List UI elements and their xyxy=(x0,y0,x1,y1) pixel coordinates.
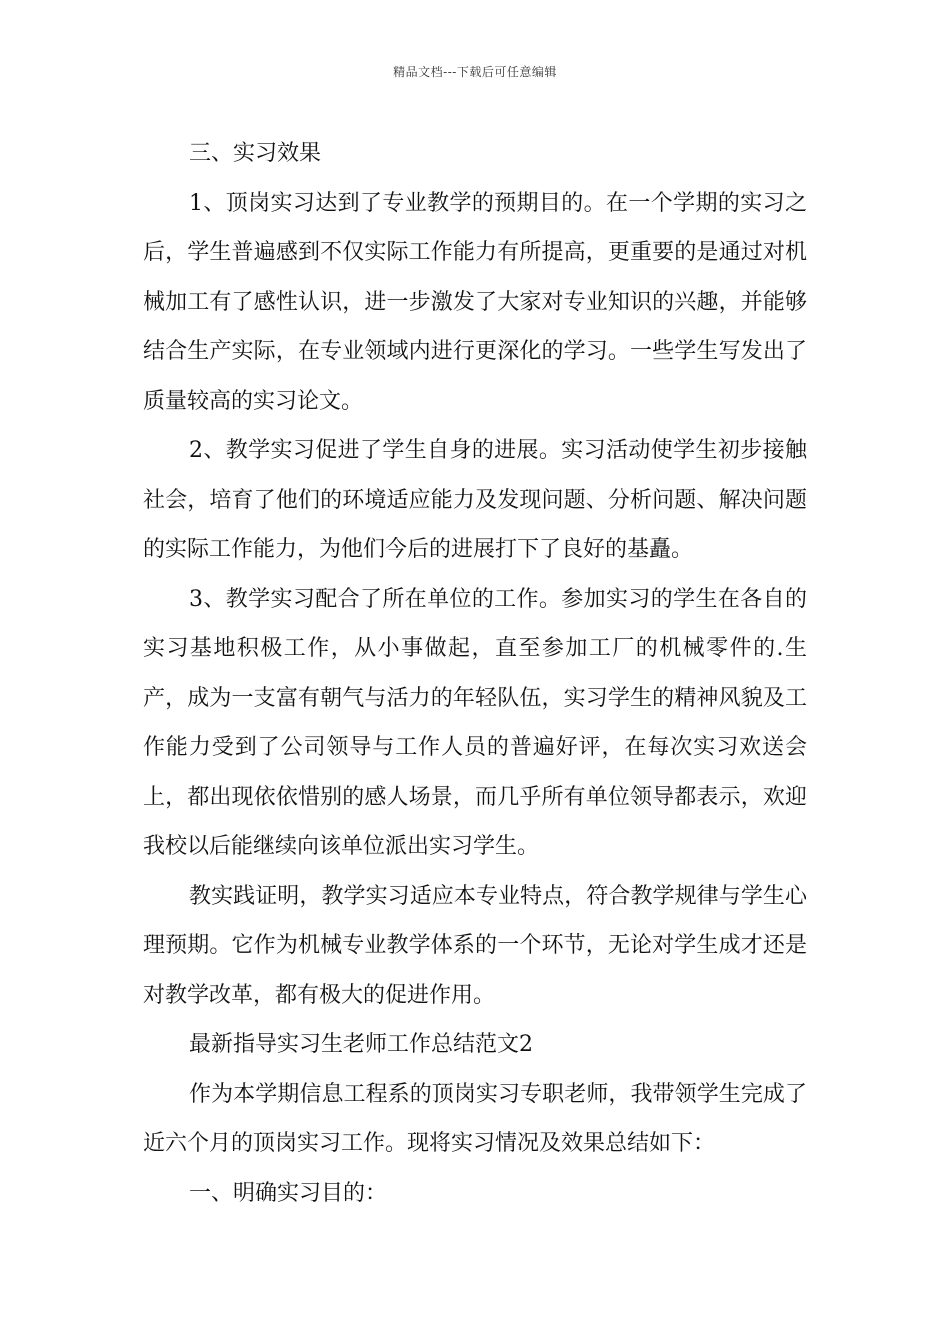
section-heading-purpose: 一、明确实习目的： xyxy=(189,1180,388,1206)
paragraph-intro-2: 作为本学期信息工程系的顶岗实习专职老师，我带领学生完成了近六个月的顶岗实习工作。现将实习情况及效果总结如下： xyxy=(143,1081,807,1156)
page-header: 精品文档---下载后可任意编辑 xyxy=(393,65,557,79)
section-heading-results: 三、实习效果 xyxy=(189,141,322,166)
article-title-2: 最新指导实习生老师工作总结范文2 xyxy=(189,1032,533,1057)
paragraph-result-2: 2、教学实习促进了学生自身的进展。实习活动使学生初步接触社会，培育了他们的环境适应能力及发现问题、分析问题、解决问题的实际工作能力，为他们今后的进展打下了良好的基矗。 xyxy=(143,438,807,562)
paragraph-result-3: 3、教学实习配合了所在单位的工作。参加实习的学生在各自的实习基地积极工作，从小事做起，直至参加工厂的机械零件的.生产，成为一支富有朝气与活力的年轻队伍，实习学生的精神风貌及工作能力受到了公司领导与工作人员的普遍好评，在每次实习欢送会上，都出现依依惜别的感人场景，而几乎所有单位领导都表示，欢迎我校以后能继续向该单位派出实习学生。 xyxy=(143,586,807,859)
document-body xyxy=(143,129,807,1218)
paragraph-result-1: 1、顶岗实习达到了专业教学的预期目的。在一个学期的实习之后，学生普遍感到不仅实际工作能力有所提高，更重要的是通过对机械加工有了感性认识，进一步激发了大家对专业知识的兴趣，并能够结合生产实际，在专业领域内进行更深化的学习。一些学生写发出了质量较高的实习论文。 xyxy=(143,190,807,414)
paragraph-conclusion: 教实践证明，教学实习适应本专业特点，符合教学规律与学生心理预期。它作为机械专业教学体系的一个环节，无论对学生成才还是对教学改革，都有极大的促进作用。 xyxy=(143,883,807,1008)
